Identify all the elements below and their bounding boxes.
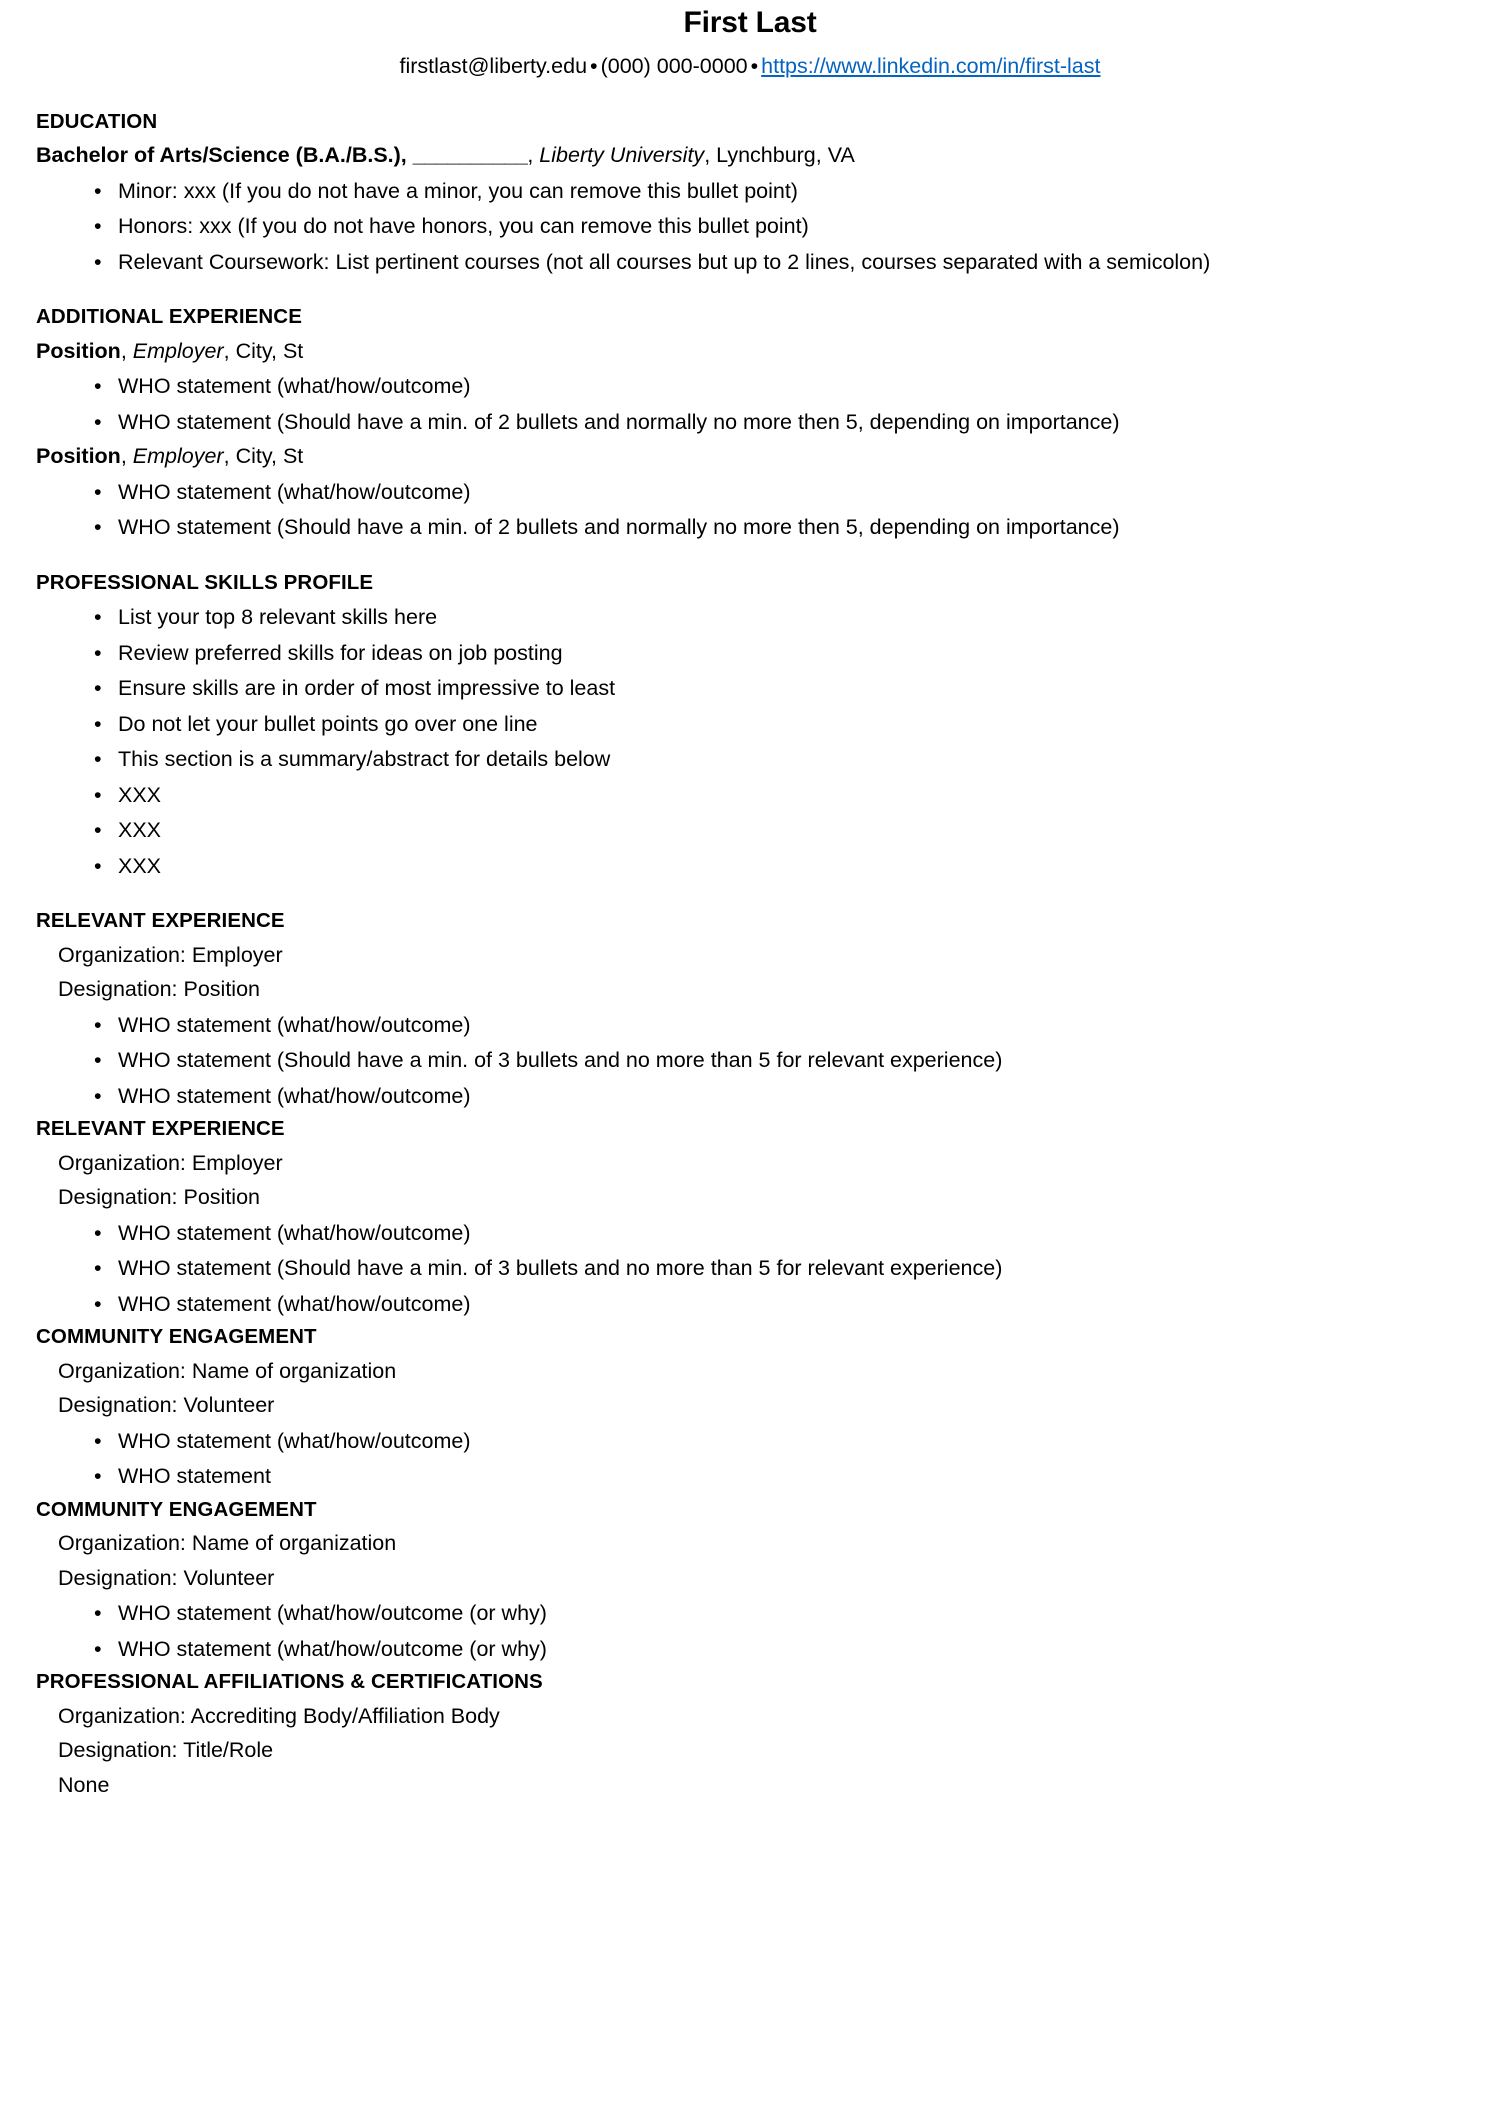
position-title: Position [36, 444, 121, 468]
list-item: • Do not let your bullet points go over one line [36, 700, 1464, 736]
list-item: • Relevant Coursework: List pertinent courses (not all courses but up to 2 lines, courses separated with a semicolon) [36, 238, 1464, 274]
section-heading-relevant-experience: RELEVANT EXPERIENCE [36, 909, 285, 932]
list-item: • Honors: xxx (If you do not have honors, you can remove this bullet point) [36, 202, 1464, 238]
experience-bullet-list [36, 362, 1464, 433]
degree-text: Bachelor of Arts/Science (B.A./B.S.), [36, 143, 407, 167]
degree-comma-2: , [704, 143, 711, 167]
school-name: Liberty University [539, 143, 705, 167]
list-item: • WHO statement (Should have a min. of 2 bullets and normally no more then 5, depending on importance) [36, 503, 1464, 539]
list-item: • WHO statement (Should have a min. of 2 bullets and normally no more then 5, depending on importance) [36, 398, 1464, 434]
entry-comma-2: , [223, 338, 230, 363]
list-item: • This section is a summary/abstract for details below [36, 735, 1464, 771]
school-location: Lynchburg, VA [716, 143, 855, 167]
relevant-experience-bullet-list [36, 1209, 1464, 1316]
affiliations-none-line: None [58, 1772, 110, 1797]
community-engagement-bullet-list [36, 1417, 1464, 1488]
section-heading-community-engagement: COMMUNITY ENGAGEMENT [36, 1497, 317, 1521]
designation-line: Designation: Volunteer [58, 1393, 275, 1417]
list-item: • WHO statement (what/how/outcome) [36, 1417, 1464, 1453]
list-item: • WHO statement (Should have a min. of 3 bullets and no more than 5 for relevant experience) [36, 1244, 1464, 1280]
entry-location: City, St [235, 338, 304, 363]
list-item: • XXX [36, 771, 1464, 807]
list-item: • Review preferred skills for ideas on job posting [36, 629, 1464, 665]
employer-name: Employer [132, 444, 224, 468]
entry-location: City, St [235, 444, 304, 468]
degree-comma-1: , [527, 143, 534, 167]
section-heading-community-engagement: COMMUNITY ENGAGEMENT [36, 1325, 317, 1348]
entry-comma-1: , [120, 444, 127, 468]
linkedin-link[interactable]: https://www.linkedin.com/in/first-last [761, 54, 1101, 78]
phone-text: (000) 000-0000 [600, 54, 748, 78]
email-text: firstlast@liberty.edu [399, 54, 588, 78]
section-heading-relevant-experience: RELEVANT EXPERIENCE [36, 1117, 285, 1140]
designation-line: Designation: Position [58, 977, 260, 1001]
list-item: • WHO statement (what/how/outcome (or why) [36, 1625, 1464, 1661]
spacer [36, 539, 1464, 573]
list-item: • List your top 8 relevant skills here [36, 593, 1464, 629]
list-item: • WHO statement [36, 1452, 1464, 1488]
list-item: • WHO statement (what/how/outcome) [36, 1001, 1464, 1037]
list-item: • WHO statement (what/how/outcome) [36, 1209, 1464, 1245]
experience-entry-line [36, 328, 1464, 363]
organization-line: Organization: Name of organization [58, 1531, 397, 1555]
organization-line: Organization: Employer [58, 1150, 283, 1175]
organization-line: Organization: Name of organization [58, 1358, 397, 1383]
spacer [36, 273, 1464, 307]
community-engagement-bullet-list [36, 1589, 1464, 1660]
relevant-experience-bullet-list [36, 1001, 1464, 1108]
list-item: • WHO statement (what/how/outcome) [36, 1072, 1464, 1108]
list-item: • XXX [36, 842, 1464, 878]
section-heading-affiliations: PROFESSIONAL AFFILIATIONS & CERTIFICATIONS [36, 1670, 543, 1693]
list-item: • Minor: xxx (If you do not have a minor, you can remove this bullet point) [36, 167, 1464, 203]
entry-comma-1: , [120, 338, 127, 363]
list-item: • WHO statement (what/how/outcome) [36, 362, 1464, 398]
organization-line: Organization: Accrediting Body/Affiliation Body [58, 1703, 500, 1728]
list-item: • WHO statement (what/how/outcome (or why) [36, 1589, 1464, 1625]
degree-line [36, 132, 1464, 167]
spacer [36, 78, 1464, 112]
skills-bullet-list [36, 593, 1464, 877]
entry-comma-2: , [223, 444, 230, 468]
list-item: • Ensure skills are in order of most impressive to least [36, 664, 1464, 700]
designation-line: Designation: Position [58, 1185, 260, 1209]
page-title: First Last [683, 6, 817, 39]
list-item: • WHO statement (what/how/outcome) [36, 1280, 1464, 1316]
education-bullet-list [36, 167, 1464, 274]
list-item: • XXX [36, 806, 1464, 842]
employer-name: Employer [132, 338, 224, 363]
list-item: • WHO statement (what/how/outcome) [36, 468, 1464, 504]
designation-line: Designation: Volunteer [58, 1565, 275, 1590]
section-heading-skills-profile: PROFESSIONAL SKILLS PROFILE [36, 570, 374, 594]
designation-line: Designation: Title/Role [58, 1738, 274, 1762]
contact-separator-1: • [590, 54, 598, 78]
experience-bullet-list [36, 468, 1464, 539]
contact-line [36, 38, 1464, 78]
spacer [36, 877, 1464, 911]
section-heading-additional-experience: ADDITIONAL EXPERIENCE [36, 305, 302, 328]
organization-line: Organization: Employer [58, 942, 283, 967]
experience-entry-line [36, 433, 1464, 468]
position-title: Position [36, 338, 121, 363]
degree-blank-field[interactable]: __________ [412, 143, 528, 167]
section-heading-education: EDUCATION [36, 109, 158, 133]
contact-separator-2: • [750, 54, 759, 78]
list-item: • WHO statement (Should have a min. of 3 bullets and no more than 5 for relevant experience) [36, 1036, 1464, 1072]
